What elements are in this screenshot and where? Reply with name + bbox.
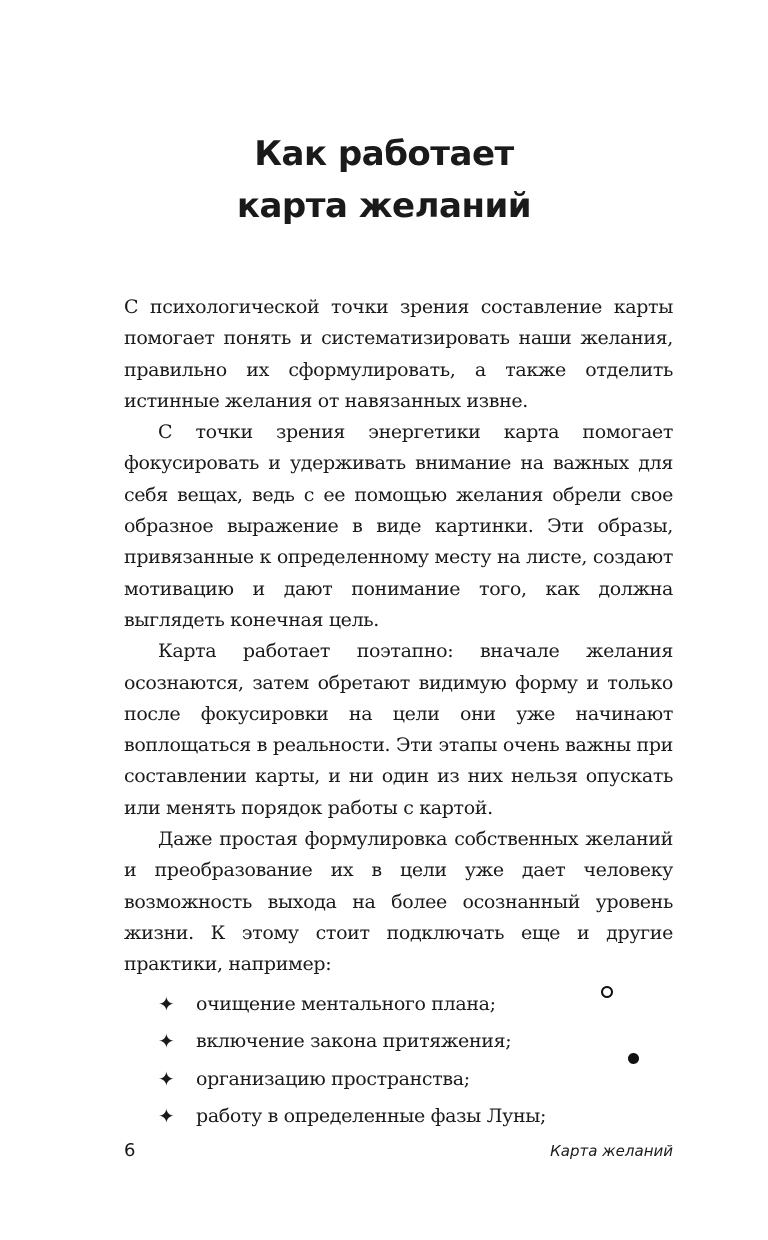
body-text <box>124 292 673 1139</box>
running-title: Карта желаний <box>550 1142 673 1160</box>
list-item <box>124 989 673 1027</box>
list-item <box>124 1026 673 1064</box>
paragraph-2: С точки зрения энергетики карта помогает фокусировать и удерживать внимание на важных для себя вещах, ведь с ее помощью желания обрели свое образное выражение в виде картинки. Эти образы, привязанные к определенному месту на листе, создают мотивацию и дают понимание того, как должна выглядеть конечная цель. <box>124 421 673 631</box>
star-bullet-icon: ✦ <box>158 1066 175 1091</box>
decorative-solid-dot-icon <box>628 1053 639 1064</box>
page-number: 6 <box>124 1140 136 1161</box>
list-item-text: работу в определенные фазы Луны; <box>196 1105 547 1128</box>
list-item-text: организацию пространства; <box>196 1067 470 1090</box>
list-item <box>124 1064 673 1102</box>
star-bullet-icon: ✦ <box>158 1104 175 1129</box>
list-item <box>124 1101 673 1139</box>
paragraph-3: Карта работает поэтапно: вначале желания осознаются, затем обретают видимую форму и только после фокусировки на цели они уже начинают воплощаться в реальности. Эти этапы очень важны при составлении карты, и ни один из них нельзя опускать или менять порядок работы с картой. <box>124 640 673 819</box>
chapter-title-line-1: Как работает <box>254 134 514 174</box>
list-item-text: включение закона притяжения; <box>196 1030 512 1053</box>
star-bullet-icon: ✦ <box>158 991 175 1016</box>
list-item-text: очищение ментального плана; <box>196 992 496 1015</box>
practice-list <box>124 989 673 1139</box>
decorative-ring-dot-icon <box>601 986 613 998</box>
star-bullet-icon: ✦ <box>158 1029 175 1054</box>
paragraph-4: Даже простая формулировка собственных желаний и преобразование их в цели уже дает человеку возможность выхода на более осознанный уровень жизни. К этому стоит подключать еще и другие практики, например: <box>124 828 673 976</box>
chapter-title-line-2: карта желаний <box>236 186 532 226</box>
chapter-title <box>0 128 768 232</box>
paragraph-1: С психологической точки зрения составление карты помогает понять и систематизировать наши желания, правильно их сформулировать, а также отделить истинные желания от навязанных извне. <box>124 296 673 412</box>
